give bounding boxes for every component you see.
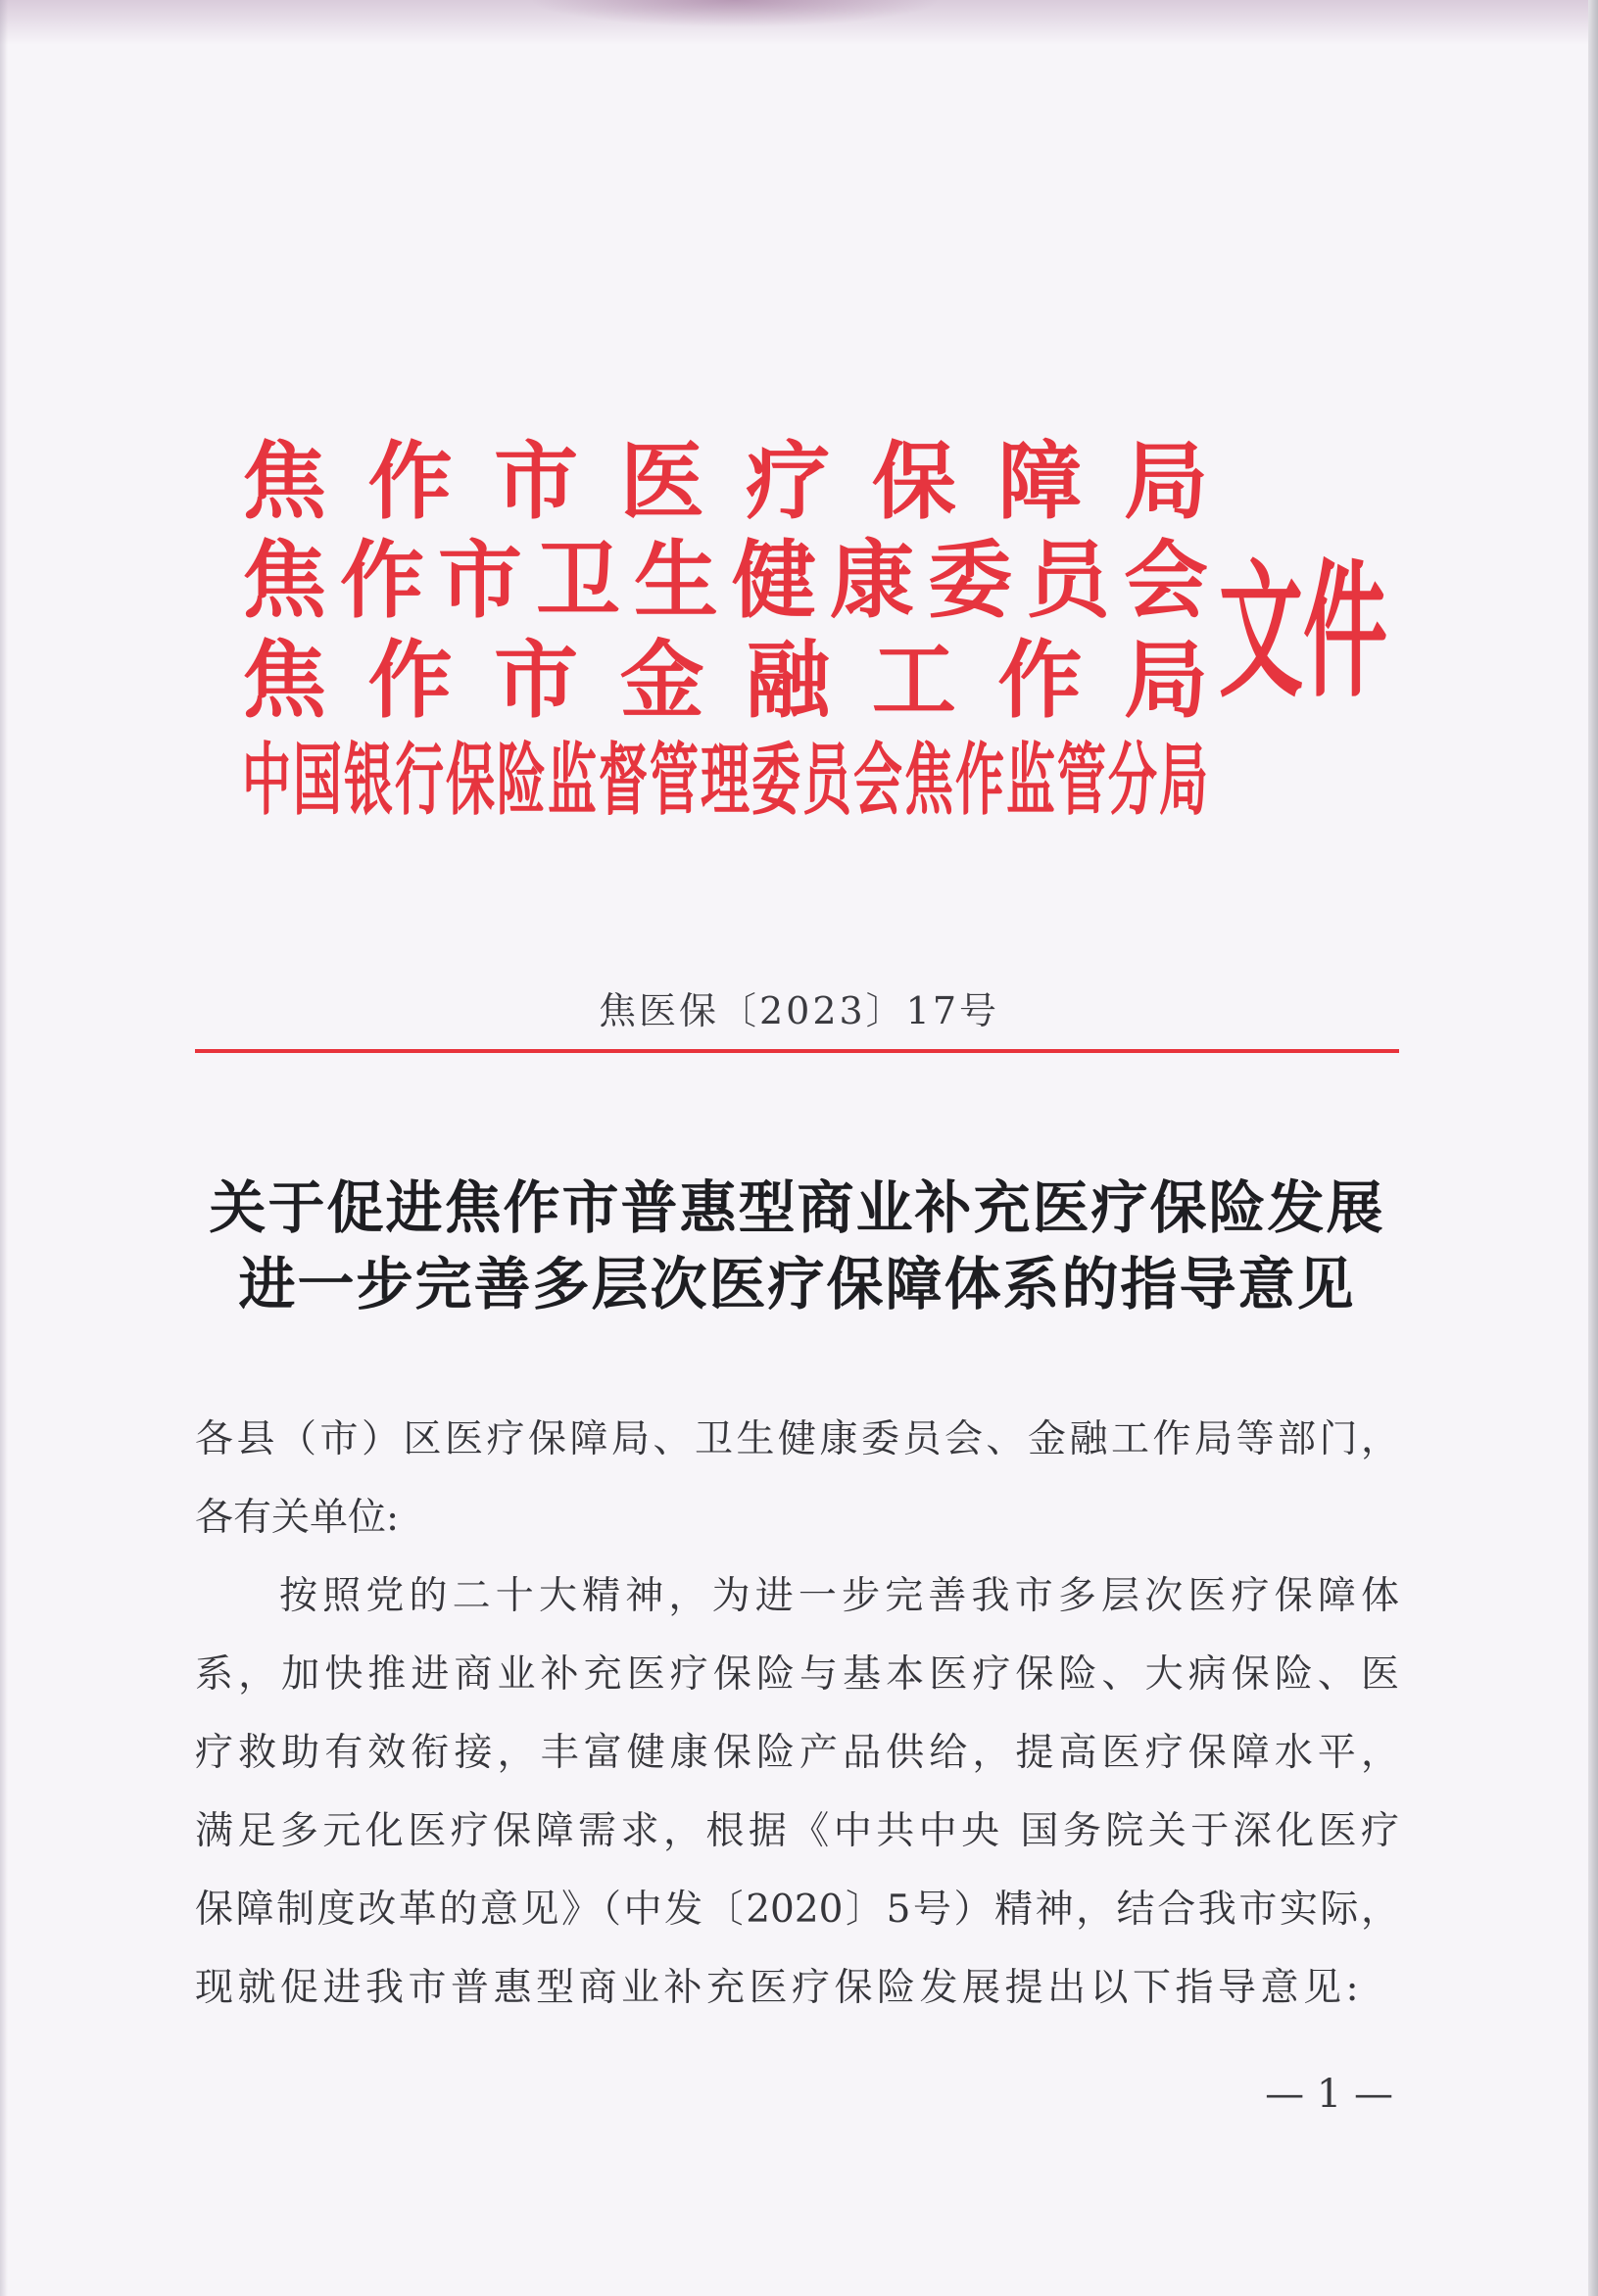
masthead-suffix xyxy=(1217,545,1389,719)
paragraph-line-2: 系，加快推进商业补充医疗保险与基本医疗保险、大病保险、医 xyxy=(195,1652,1399,1697)
masthead-suffix-text: 文件 xyxy=(1219,545,1387,719)
title-line-2: 进一步完善多层次医疗保障体系的指导意见 xyxy=(238,1251,1356,1317)
masthead-issuer-1: 焦作市医疗保障局 xyxy=(242,432,1208,531)
scan-right-edge xyxy=(1588,0,1598,2296)
document-body xyxy=(195,1401,1399,2028)
scan-top-stain xyxy=(529,0,941,27)
paragraph-line-6: 现就促进我市普惠型商业补充医疗保险发展提出以下指导意见: xyxy=(195,1966,1364,2010)
masthead-issuer-3: 焦作市金融工作局 xyxy=(242,631,1208,730)
red-separator-line xyxy=(195,1049,1399,1053)
paragraph-line-4: 满足多元化医疗保障需求，根据《中共中央 国务院关于深化医疗 xyxy=(195,1809,1399,1853)
masthead-issuer-2: 焦作市卫生健康委员会 xyxy=(242,531,1208,630)
masthead-issuer-4: 中国银行保险监督管理委员会焦作监管分局 xyxy=(242,734,1208,827)
paragraph-line-1: 按照党的二十大精神，为进一步完善我市多层次医疗保障体 xyxy=(279,1574,1399,1618)
addressee-line-2: 各有关单位: xyxy=(195,1496,400,1540)
title-line-1: 关于促进焦作市普惠型商业补充医疗保险发展 xyxy=(209,1174,1385,1241)
document-number: 焦医保〔2023〕17号 xyxy=(598,989,1000,1032)
scan-left-shadow xyxy=(0,0,8,2296)
paragraph-line-3: 疗救助有效衔接，丰富健康保险产品供给，提高医疗保障水平， xyxy=(195,1731,1399,1775)
page-number: — 1 — xyxy=(1265,2072,1393,2117)
document-title xyxy=(195,1170,1399,1322)
addressee-line-1: 各县（市）区医疗保障局、卫生健康委员会、金融工作局等部门， xyxy=(195,1417,1399,1461)
paragraph-line-5: 保障制度改革的意见》（中发〔2020〕5号）精神，结合我市实际， xyxy=(195,1888,1399,1932)
